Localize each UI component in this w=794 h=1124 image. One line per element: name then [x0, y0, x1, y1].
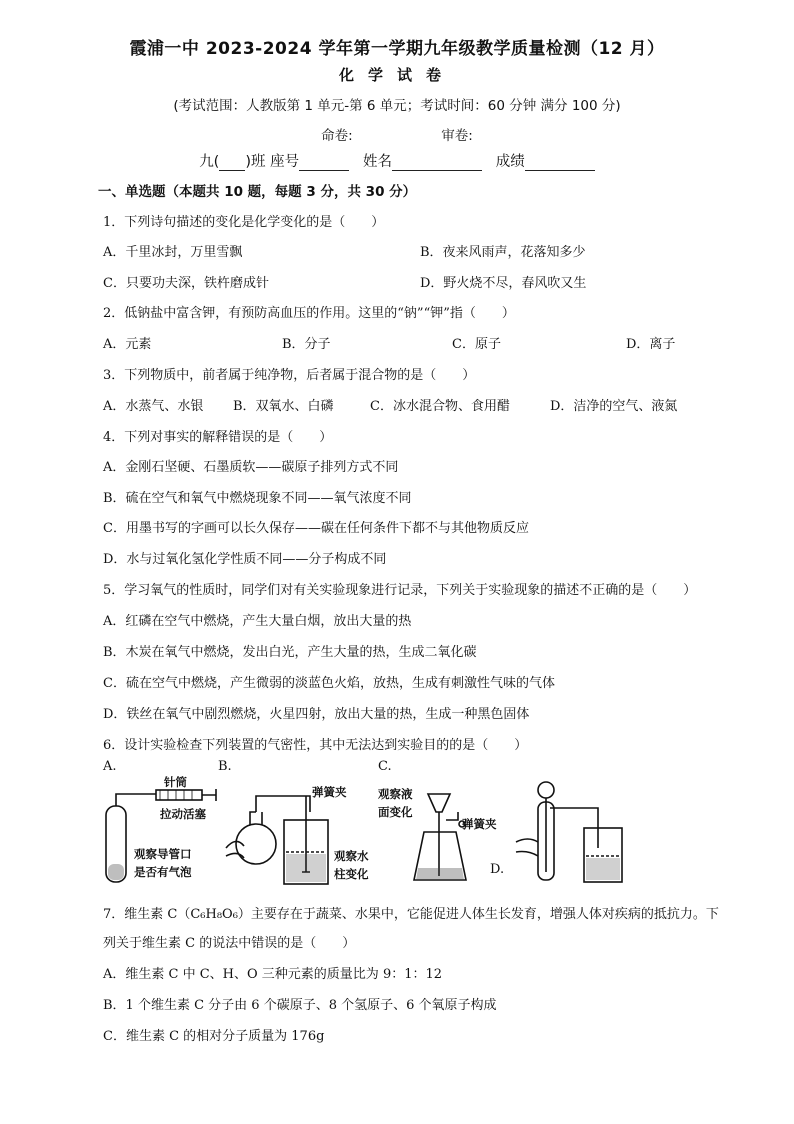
- exam-title: 霞浦一中 2023-2024 学年第一学期九年级教学质量检测（12 月）: [129, 39, 665, 59]
- q7-option-b[interactable]: B．1 个维生素 C 分子由 6 个碳原子、8 个氢原子、6 个氧原子构成: [103, 998, 497, 1013]
- question-6: 6．设计实验检查下列装置的气密性，其中无法达到实验目的的是（ ）: [103, 738, 528, 753]
- q2-option-d[interactable]: D．离子: [626, 337, 676, 352]
- q2-option-a[interactable]: A．元素: [103, 337, 152, 352]
- label-has-bubbles: 是否有气泡: [134, 865, 192, 879]
- label-pull-piston: 拉动活塞: [160, 807, 206, 821]
- question-1: 1．下列诗句描述的变化是化学变化的是（ ）: [103, 215, 385, 230]
- setter-line: [0, 124, 794, 144]
- exam-subtitle: 化学试卷: [338, 66, 455, 84]
- section-heading: 一、单选题（本题共 10 题，每题 3 分，共 30 分）: [98, 184, 417, 200]
- q2-option-c[interactable]: C．原子: [452, 337, 501, 352]
- setter-label: 命卷:: [321, 128, 353, 144]
- question-2: 2．低钠盐中富含钾，有预防高血压的作用。这里的“钠”“钾”指（ ）: [103, 306, 515, 321]
- thistle-bulb-d: [538, 782, 554, 798]
- class-prefix: 九(: [199, 154, 220, 170]
- q4-option-b[interactable]: B．硫在空气和氧气中燃烧现象不同——氧气浓度不同: [103, 491, 412, 506]
- class-suffix: )班 座号: [245, 154, 300, 170]
- exam-info: (考试范围：人教版第 1 单元-第 6 单元；考试时间：60 分钟 满分 100 分): [173, 98, 621, 114]
- funnel-c: [428, 794, 450, 812]
- q7-option-c[interactable]: C．维生素 C 的相对分子质量为 176g: [103, 1029, 325, 1044]
- q5-option-b[interactable]: B．木炭在氧气中燃烧，发出白光，产生大量的热，生成二氧化碳: [103, 645, 477, 660]
- label-observe-tube: 观察导管口: [134, 847, 192, 861]
- hand-icon: [226, 841, 244, 858]
- name-blank[interactable]: [392, 154, 482, 171]
- question-3: 3．下列物质中，前者属于纯净物，后者属于混合物的是（ ）: [103, 368, 476, 383]
- q1-option-d[interactable]: D．野火烧不尽，春风吹又生: [420, 276, 587, 291]
- label-observe-water: 观察水: [334, 849, 369, 863]
- q3-option-b[interactable]: B．双氧水、白磷: [233, 399, 334, 414]
- label-spring-clip: 弹簧夹: [312, 785, 347, 799]
- q6-option-d[interactable]: D.: [490, 862, 505, 877]
- name-label: 姓名: [362, 154, 392, 170]
- q6-option-a[interactable]: A.: [103, 759, 117, 774]
- q2-option-b[interactable]: B．分子: [282, 337, 331, 352]
- student-info-line: [0, 150, 794, 171]
- q6-option-b[interactable]: B.: [218, 759, 232, 774]
- q3-option-c[interactable]: C．冰水混合物、食用醋: [370, 399, 510, 414]
- class-blank[interactable]: [219, 154, 245, 171]
- question-7-cont: 列关于维生素 C 的说法中错误的是（ ）: [103, 936, 356, 951]
- score-label: 成绩: [495, 154, 525, 170]
- reviewer-label: 审卷:: [441, 128, 473, 144]
- score-blank[interactable]: [525, 154, 595, 171]
- q1-option-b[interactable]: B．夜来风雨声，花落知多少: [420, 245, 586, 260]
- question-7: 7．维生素 C（C₆H₈O₆）主要存在于蔬菜、水果中，它能促进人体生长发育，增强人体对疾病的抵抗力。下: [103, 907, 719, 922]
- q1-option-c[interactable]: C．只要功夫深，铁杵磨成针: [103, 276, 269, 291]
- q4-option-d[interactable]: D．水与过氧化氢化学性质不同——分子构成不同: [103, 552, 387, 567]
- apparatus-svg: [98, 772, 748, 892]
- syringe-barrel: [156, 790, 202, 800]
- label-spring-clip-c: 弹簧夹: [462, 817, 497, 831]
- label-column-change: 柱变化: [334, 867, 369, 881]
- q6-option-c[interactable]: C.: [378, 759, 392, 774]
- q3-option-a[interactable]: A．水蒸气、水银: [103, 399, 204, 414]
- apparatus-diagram: [98, 772, 748, 892]
- q7-option-a[interactable]: A．维生素 C 中 C、H、O 三种元素的质量比为 9：1：12: [103, 967, 443, 982]
- q1-option-a[interactable]: A．千里冰封，万里雪飘: [103, 245, 243, 260]
- q4-option-a[interactable]: A．金刚石坚硬、石墨质软——碳原子排列方式不同: [103, 460, 399, 475]
- question-4: 4．下列对事实的解释错误的是（ ）: [103, 430, 333, 445]
- label-surface-change: 面变化: [378, 805, 413, 819]
- seat-blank[interactable]: [299, 154, 349, 171]
- label-observe-liquid: 观察液: [378, 787, 413, 801]
- q5-option-d[interactable]: D．铁丝在氧气中剧烈燃烧，火星四射，放出大量的热，生成一种黑色固体: [103, 707, 530, 722]
- q5-option-c[interactable]: C．硫在空气中燃烧，产生微弱的淡蓝色火焰，放热，生成有刺激性气味的气体: [103, 676, 555, 691]
- q4-option-c[interactable]: C．用墨书写的字画可以长久保存——碳在任何条件下都不与其他物质反应: [103, 521, 529, 536]
- label-syringe: 针筒: [164, 775, 187, 789]
- question-5: 5．学习氧气的性质时，同学们对有关实验现象进行记录，下列关于实验现象的描述不正确的是（ ）: [103, 583, 697, 598]
- q5-option-a[interactable]: A．红磷在空气中燃烧，产生大量白烟，放出大量的热: [103, 614, 412, 629]
- q3-option-d[interactable]: D．洁净的空气、液氮: [550, 399, 678, 414]
- hand-icon-d: [516, 839, 538, 856]
